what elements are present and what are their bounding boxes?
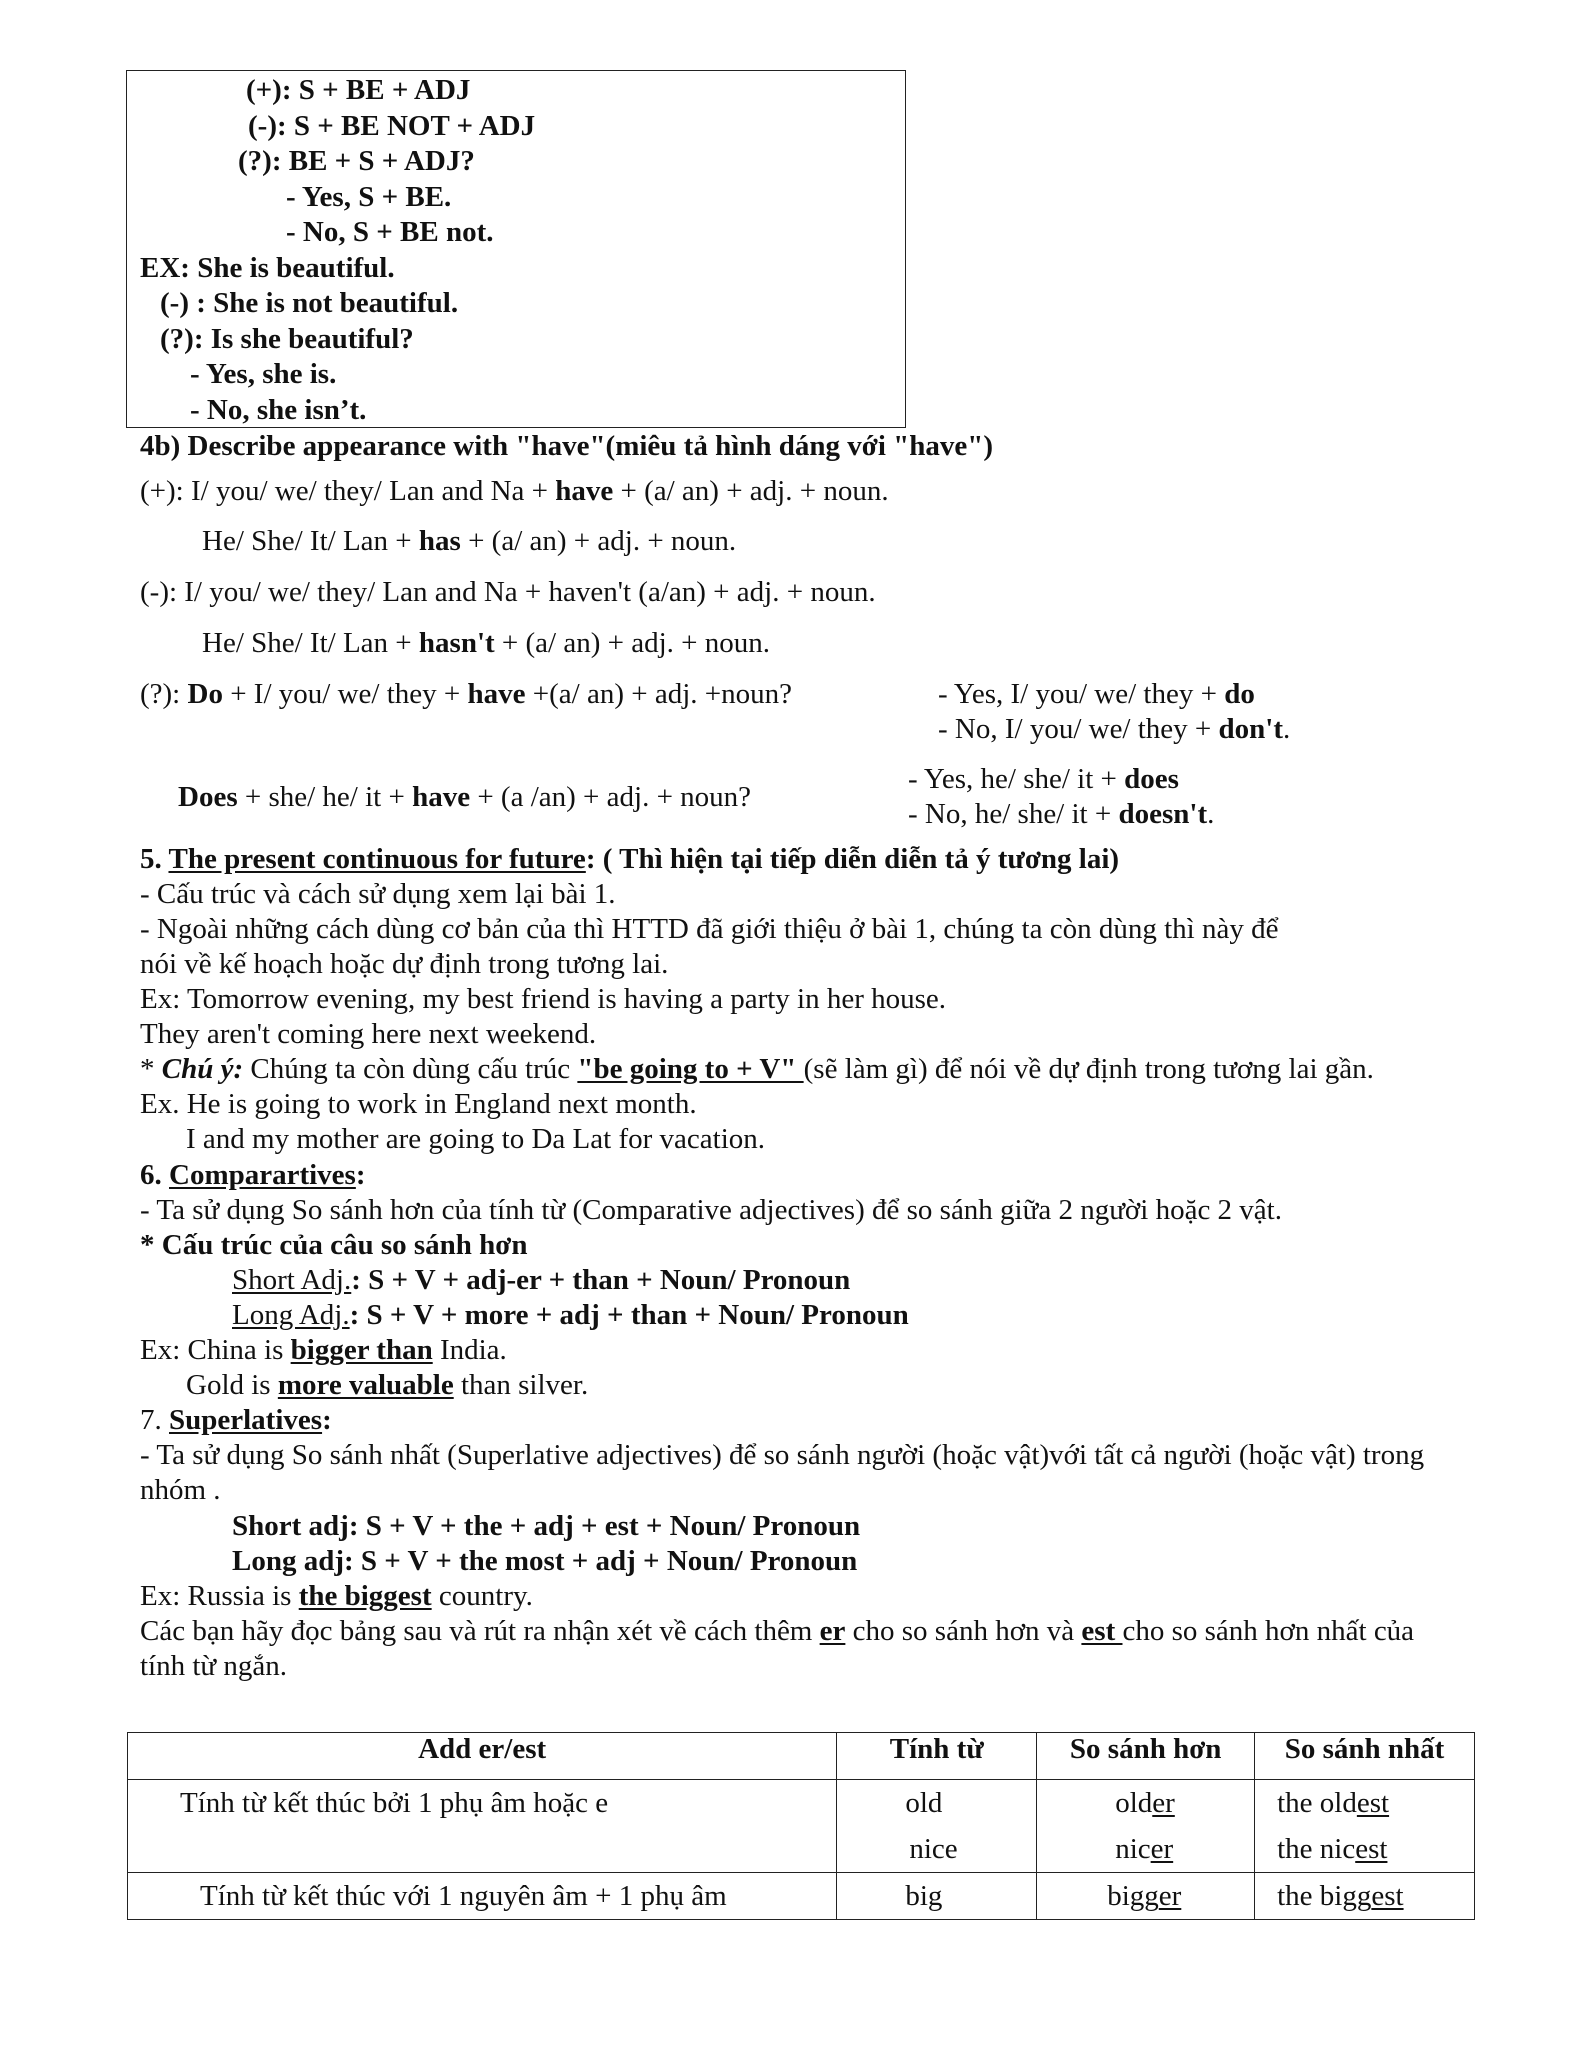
table-header: Add er/est (128, 1733, 837, 1780)
section-7-line-1: - Ta sử dụng So sánh nhất (Superlative adjectives) để so sánh người (hoặc vật)với tất cả người (hoặc vật) trong (140, 1439, 1425, 1471)
table-cell-superlative: the biggest (1255, 1873, 1475, 1920)
4b-question-does: Does + she/ he/ it + have + (a /an) + adj. + noun? (178, 781, 752, 813)
box-negative-formula: (-): S + BE NOT + ADJ (248, 110, 536, 142)
section-5-note: * Chú ý: Chúng ta còn dùng cấu trúc "be going to + V" (sẽ làm gì) để nói về dự định trong tương lai gần. (140, 1053, 1374, 1085)
box-example: EX: She is beautiful. (140, 252, 395, 284)
section-6-structure-heading: * Cấu trúc của câu so sánh hơn (140, 1229, 528, 1261)
table-cell-rule: Tính từ kết thúc bởi 1 phụ âm hoặc e (128, 1780, 837, 1873)
section-6-line-1: - Ta sử dụng So sánh hơn của tính từ (Comparative adjectives) để so sánh giữa 2 người hoặc 2 vật. (140, 1194, 1282, 1226)
box-question-formula: (?): BE + S + ADJ? (238, 145, 475, 177)
section-5-example-1: Ex: Tomorrow evening, my best friend is having a party in her house. (140, 983, 947, 1015)
section-6-long-adj: Long Adj.: S + V + more + adj + than + Noun/ Pronoun (232, 1299, 909, 1331)
table-header: Tính từ (837, 1733, 1037, 1780)
table-cell-adjective: old nice (837, 1780, 1037, 1873)
section-4b-title: 4b) Describe appearance with "have"(miêu tả hình dáng với "have") (140, 430, 993, 462)
table-header: So sánh hơn (1037, 1733, 1255, 1780)
table-row (128, 1780, 1475, 1873)
section-6-short-adj: Short Adj.: S + V + adj-er + than + Noun/ Pronoun (232, 1264, 851, 1296)
section-6-example-2: Gold is more valuable than silver. (186, 1369, 589, 1401)
section-7-short-adj: Short adj: S + V + the + adj + est + Noun/ Pronoun (232, 1510, 861, 1542)
4b-negative-singular: He/ She/ It/ Lan + hasn't + (a/ an) + adj. + noun. (202, 627, 771, 659)
box-no-formula: - No, S + BE not. (286, 216, 494, 248)
box-yes-formula: - Yes, S + BE. (286, 181, 452, 213)
4b-answer-yes-does: - Yes, he/ she/ it + does (908, 763, 1179, 795)
table-header-row (128, 1733, 1475, 1780)
section-5-line-3: nói về kế hoạch hoặc dự định trong tương lai. (140, 948, 669, 980)
section-6-example-1: Ex: China is bigger than India. (140, 1334, 507, 1366)
table-cell-comparative: bigger (1037, 1873, 1255, 1920)
table-cell-superlative: the oldest the nicest (1255, 1780, 1475, 1873)
4b-answer-yes-do: - Yes, I/ you/ we/ they + do (938, 678, 1255, 710)
section-5-title: 5. The present continuous for future: ( Thì hiện tại tiếp diễn diễn tả ý tương lai) (140, 843, 1120, 875)
section-7-line-2: nhóm . (140, 1474, 221, 1506)
4b-answer-no-do: - No, I/ you/ we/ they + don't. (938, 713, 1291, 745)
section-5-line-2: - Ngoài những cách dùng cơ bản của thì HTTD đã giới thiệu ở bài 1, chúng ta còn dùng thì này để (140, 913, 1279, 945)
table-header: So sánh nhất (1255, 1733, 1475, 1780)
section-7-title: 7. Superlatives: (140, 1404, 332, 1436)
table-cell-rule: Tính từ kết thúc với 1 nguyên âm + 1 phụ âm (128, 1873, 837, 1920)
section-5-example-2: They aren't coming here next weekend. (140, 1018, 597, 1050)
4b-answer-no-does: - No, he/ she/ it + doesn't. (908, 798, 1215, 830)
section-7-line-4: tính từ ngắn. (140, 1650, 288, 1682)
table-row (128, 1873, 1475, 1920)
section-6-title: 6. Comparartives: (140, 1159, 366, 1191)
table-cell-adjective: big (837, 1873, 1037, 1920)
box-example-yes: - Yes, she is. (190, 358, 337, 390)
section-5-line-1: - Cấu trúc và cách sử dụng xem lại bài 1. (140, 878, 616, 910)
box-example-question: (?): Is she beautiful? (160, 323, 414, 355)
section-7-long-adj: Long adj: S + V + the most + adj + Noun/ Pronoun (232, 1545, 858, 1577)
section-5-example-4: I and my mother are going to Da Lat for vacation. (186, 1123, 765, 1155)
box-example-no: - No, she isn’t. (190, 394, 367, 426)
comparison-table (127, 1732, 1475, 1920)
section-7-line-3: Các bạn hãy đọc bảng sau và rút ra nhận xét về cách thêm er cho so sánh hơn và est cho so sánh hơn nhất của (140, 1615, 1415, 1647)
box-example-negative: (-) : She is not beautiful. (160, 287, 459, 319)
section-5-example-3: Ex. He is going to work in England next month. (140, 1088, 697, 1120)
4b-question-do: (?): Do + I/ you/ we/ they + have +(a/ an) + adj. +noun? (140, 678, 792, 710)
box-positive-formula: (+): S + BE + ADJ (246, 74, 471, 106)
section-7-example: Ex: Russia is the biggest country. (140, 1580, 533, 1612)
table-cell-comparative: older nicer (1037, 1780, 1255, 1873)
4b-negative-plural: (-): I/ you/ we/ they/ Lan and Na + haven't (a/an) + adj. + noun. (140, 576, 876, 608)
4b-positive-singular: He/ She/ It/ Lan + has + (a/ an) + adj. + noun. (202, 525, 737, 557)
4b-positive-plural: (+): I/ you/ we/ they/ Lan and Na + have + (a/ an) + adj. + noun. (140, 475, 889, 507)
